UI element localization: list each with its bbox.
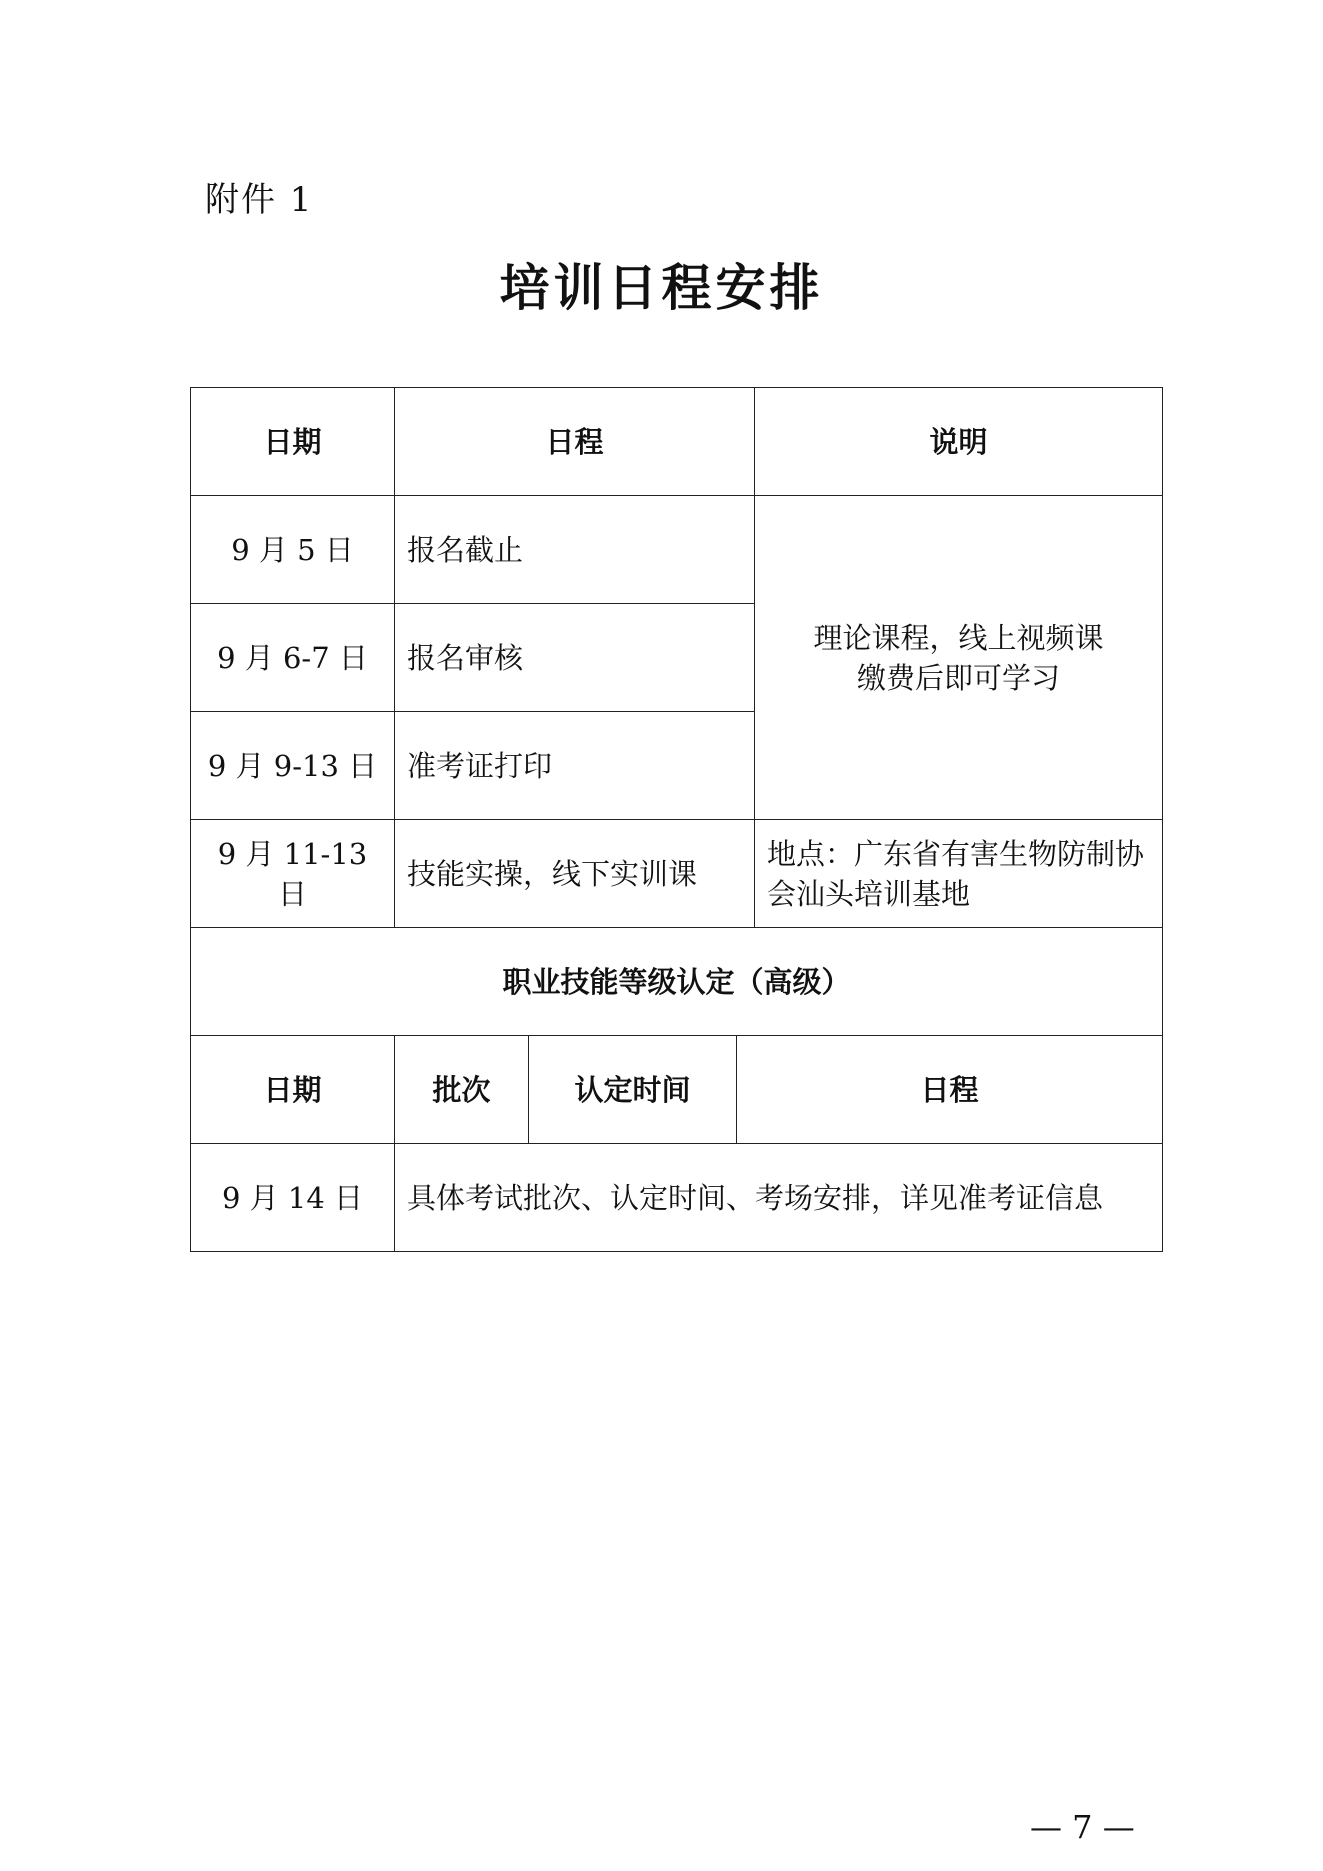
attachment-label: 附件 1 — [205, 180, 314, 220]
row-schedule: 准考证打印 — [395, 712, 755, 820]
row-date: 9 月 11-13 日 — [191, 820, 395, 928]
table-header-row — [191, 388, 1163, 496]
table-row — [191, 1144, 1163, 1252]
exam-header-time: 认定时间 — [529, 1036, 737, 1144]
row-schedule: 报名审核 — [395, 604, 755, 712]
row-schedule: 技能实操，线下实训课 — [395, 820, 755, 928]
exam-header-batch: 批次 — [395, 1036, 529, 1144]
header-date: 日期 — [191, 388, 395, 496]
row-schedule: 报名截止 — [395, 496, 755, 604]
page-number: — 7 — — [1030, 1808, 1135, 1846]
online-course-note — [755, 496, 1163, 820]
exam-date: 9 月 14 日 — [191, 1144, 395, 1252]
exam-header-date: 日期 — [191, 1036, 395, 1144]
row-date: 9 月 5 日 — [191, 496, 395, 604]
table-row — [191, 496, 1163, 604]
schedule-table — [190, 387, 1163, 1252]
online-note-line1: 理论课程，线上视频课 — [813, 620, 1104, 655]
table-row — [191, 820, 1163, 928]
section-title-row — [191, 928, 1163, 1036]
row-date: 9 月 9-13 日 — [191, 712, 395, 820]
header-schedule: 日程 — [395, 388, 755, 496]
exam-header-row — [191, 1036, 1163, 1144]
online-note-line2: 缴费后即可学习 — [856, 660, 1060, 695]
section-title: 职业技能等级认定（高级） — [191, 928, 1163, 1036]
location-note: 地点：广东省有害生物防制协会汕头培训基地 — [755, 820, 1163, 928]
header-notes: 说明 — [755, 388, 1163, 496]
page-title: 培训日程安排 — [499, 258, 824, 317]
exam-header-schedule: 日程 — [737, 1036, 1163, 1144]
exam-details: 具体考试批次、认定时间、考场安排，详见准考证信息 — [395, 1144, 1163, 1252]
row-date: 9 月 6-7 日 — [191, 604, 395, 712]
